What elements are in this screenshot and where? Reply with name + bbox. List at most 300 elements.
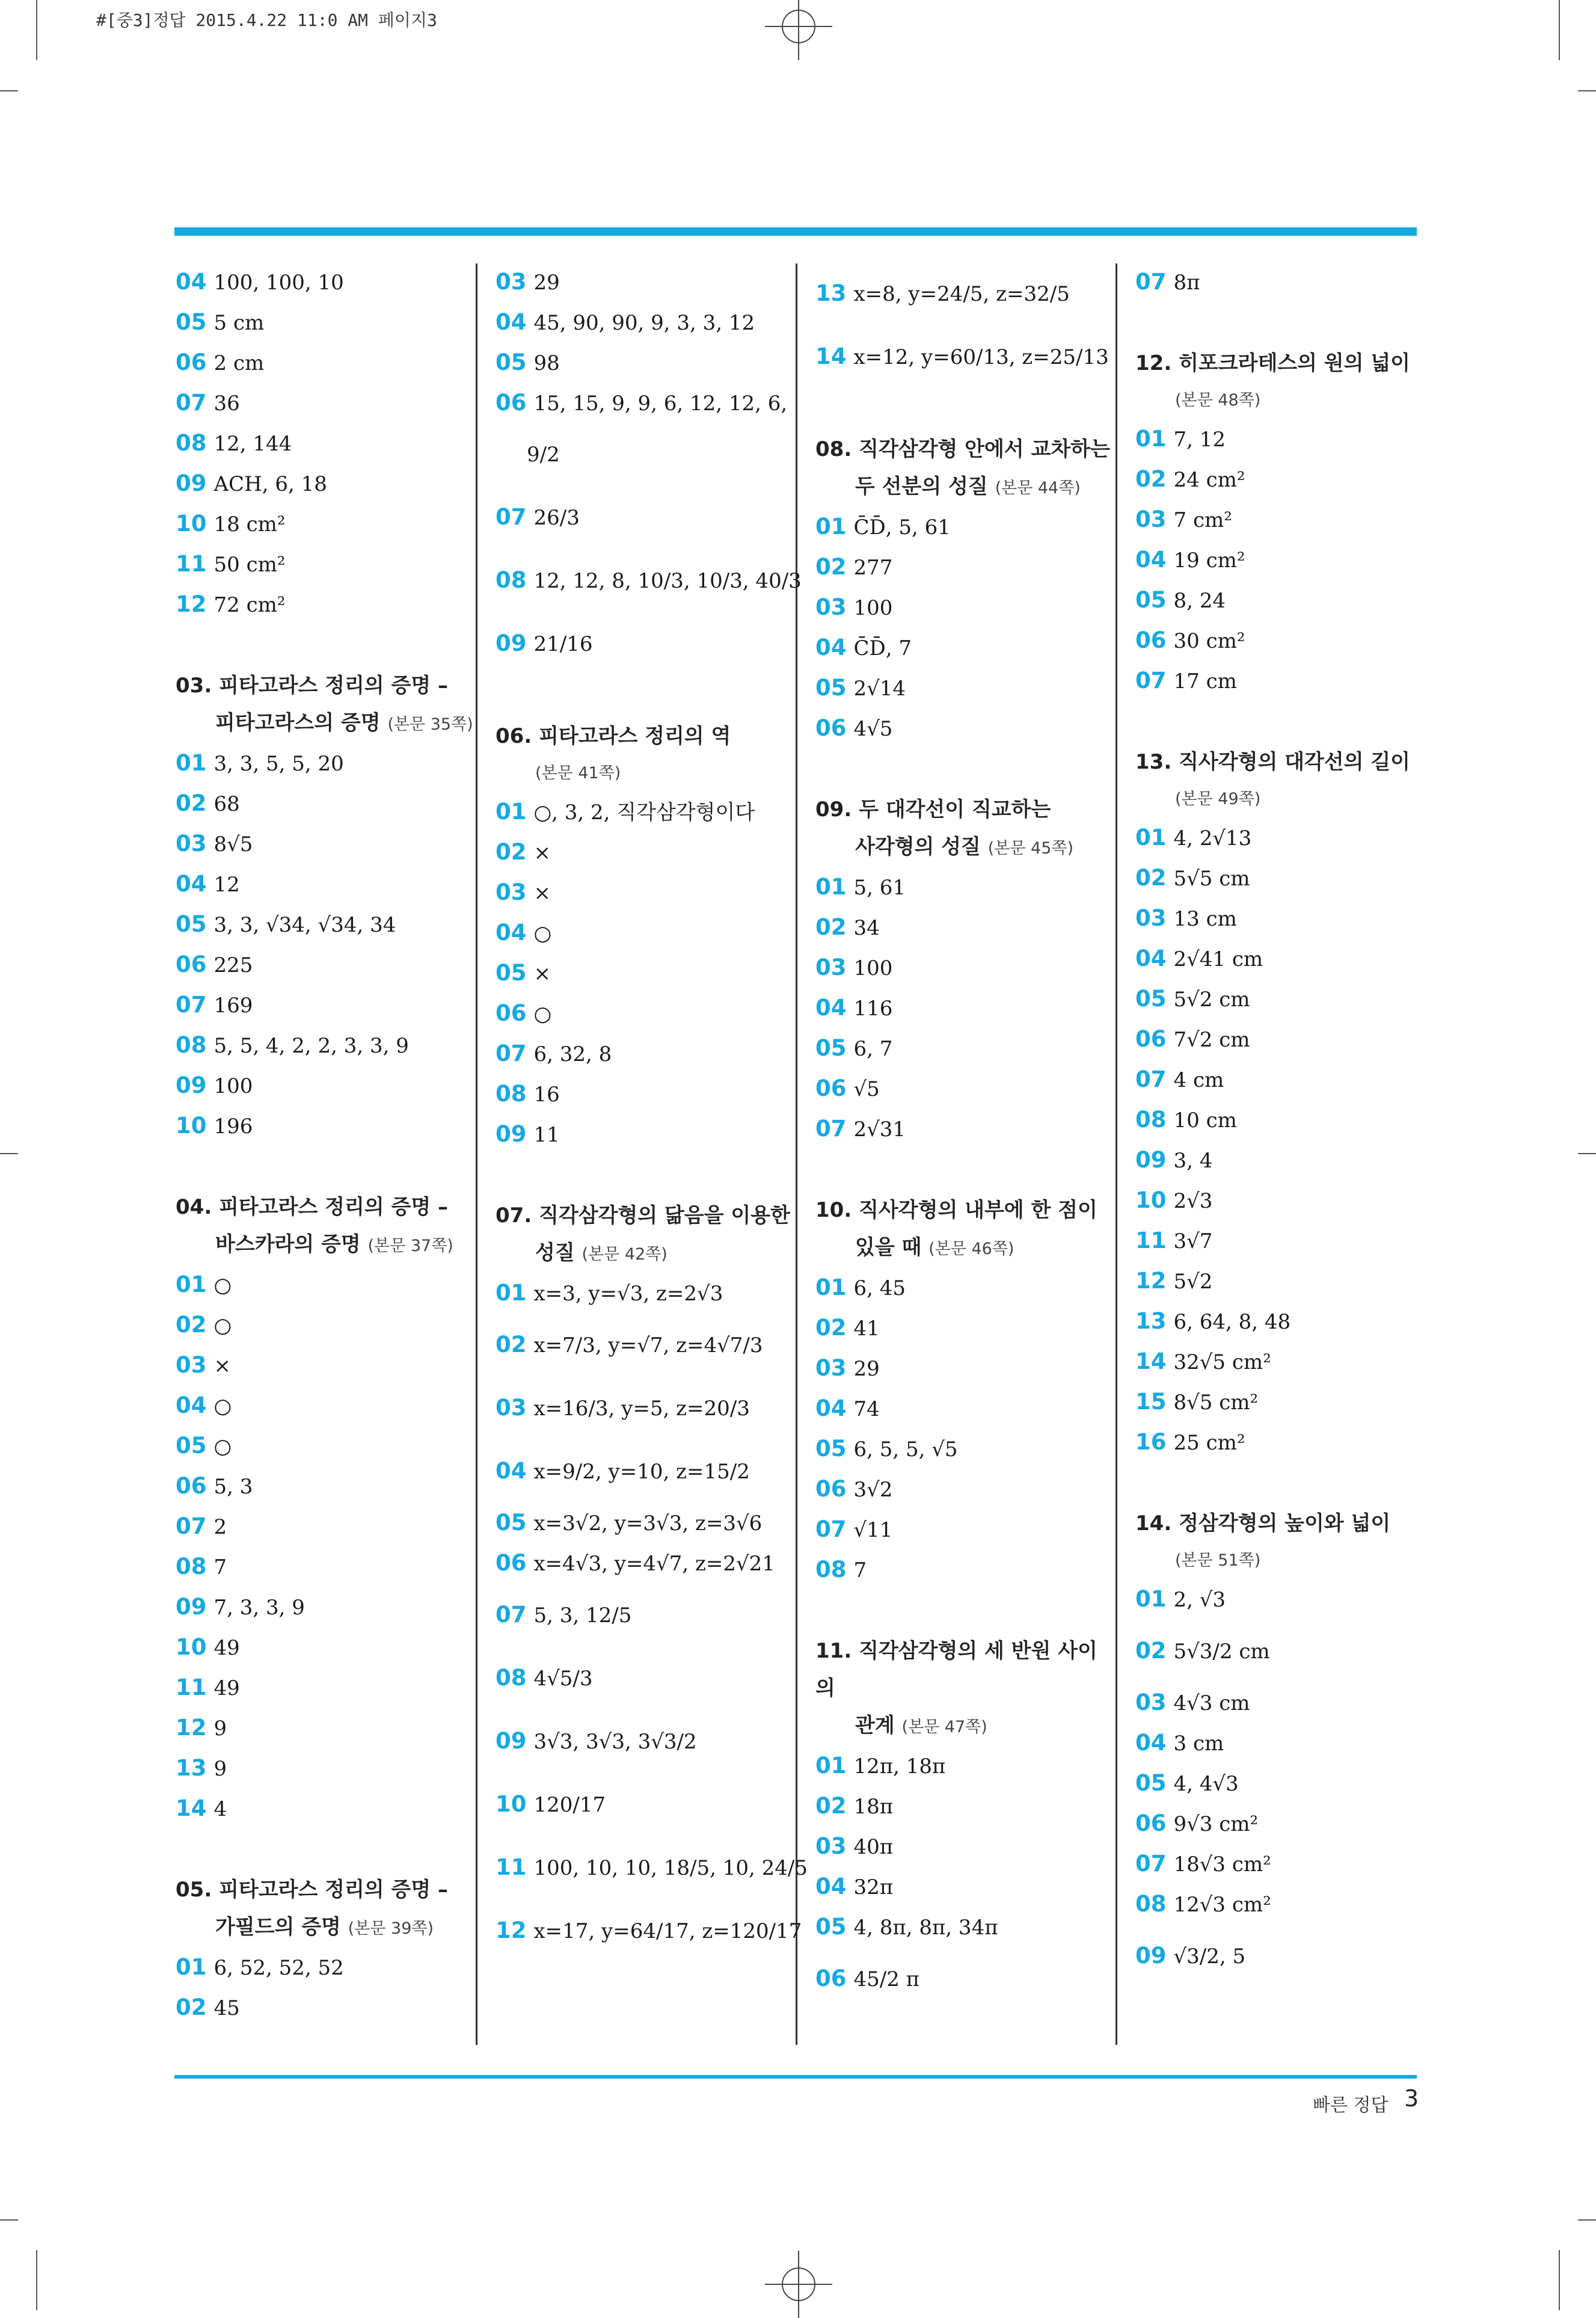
answer-item (1135, 500, 1436, 540)
footer-label: 빠른 정답 (1313, 2095, 1389, 2116)
answer-item (176, 1789, 476, 1829)
section-heading (1135, 743, 1436, 818)
answer-item (496, 383, 796, 423)
answer-item (496, 994, 796, 1034)
section-heading (815, 1191, 1116, 1268)
answer-number: 07 (815, 1116, 847, 1142)
answer-text: 100 (213, 1074, 253, 1098)
answer-number: 08 (1135, 1891, 1167, 1917)
answer-text: x=3, y=√3, z=2√3 (533, 1282, 723, 1306)
section-title-line2: 바스카라의 증명 (215, 1232, 361, 1256)
answer-item (176, 1587, 476, 1628)
answer-item (1135, 1723, 1436, 1763)
answer-number: 05 (815, 675, 847, 701)
answer-number: 01 (176, 1271, 207, 1297)
answer-number: 07 (176, 992, 207, 1018)
answer-item (496, 303, 796, 343)
answer-text: 16 (533, 1083, 560, 1107)
answer-item (496, 549, 802, 612)
answer-item (815, 867, 1116, 908)
answer-number: 14 (1135, 1348, 1167, 1374)
section-title: 06. 피타고라스 정리의 역 (496, 724, 731, 748)
answer-item (815, 1028, 1116, 1069)
header-rule (174, 227, 1417, 236)
answer-item (496, 953, 796, 994)
answer-number: 11 (496, 1854, 527, 1880)
answer-item (815, 628, 1116, 668)
section-title-line2: 피타고라스의 증명 (215, 711, 381, 735)
answer-number: 10 (1135, 1187, 1167, 1213)
section-title: 04. 피타고라스 정리의 증명 – (176, 1195, 449, 1219)
answer-text: 5√2 cm (1173, 988, 1250, 1012)
answer-number: 04 (496, 920, 527, 945)
answer-item (176, 1628, 476, 1668)
answer-text: 4√5 (853, 717, 893, 741)
answer-item (176, 544, 476, 585)
answer-number: 08 (176, 1032, 207, 1058)
page-reference: (본문 51쪽) (1175, 1551, 1261, 1570)
answer-text: 21/16 (533, 632, 593, 656)
answer-text: 41 (853, 1317, 880, 1341)
answer-item (496, 1377, 796, 1440)
answer-number: 09 (496, 1121, 527, 1147)
answer-number: 06 (176, 349, 207, 375)
answer-number: 01 (496, 1280, 527, 1306)
answer-item (496, 1034, 796, 1074)
answer-item (496, 913, 796, 953)
answer-number: 02 (815, 554, 847, 580)
answer-item (176, 1265, 476, 1305)
answer-item (815, 262, 1116, 325)
answer-number: 13 (815, 280, 847, 306)
answer-column-1 (176, 262, 476, 2028)
answer-number: 04 (496, 309, 527, 335)
answer-text: 2 (213, 1515, 227, 1539)
answer-text: 4, 4√3 (1173, 1772, 1239, 1796)
answer-number: 02 (496, 1332, 527, 1357)
answer-number: 04 (176, 269, 207, 295)
answer-item (496, 832, 796, 873)
page-reference: (본문 48쪽) (1175, 391, 1261, 410)
answer-text: 45/2 π (853, 1967, 920, 1991)
crop-mark (0, 90, 18, 91)
answer-number: 08 (496, 1081, 527, 1107)
answer-number: 03 (815, 594, 847, 620)
answer-number: 07 (1135, 269, 1167, 295)
answer-item (176, 1466, 476, 1507)
section-heading (815, 1632, 1116, 1746)
page-reference: (본문 49쪽) (1175, 790, 1261, 808)
answer-text: 11 (533, 1123, 560, 1147)
answer-number: 03 (815, 1833, 847, 1859)
answer-item (496, 1710, 796, 1773)
answer-number: 05 (496, 349, 527, 375)
answer-number: 13 (176, 1755, 207, 1781)
answer-text: 5, 3 (213, 1475, 253, 1499)
answer-text: x=12, y=60/13, z=25/13 (853, 345, 1109, 369)
answer-item (176, 423, 476, 464)
answer-text: 2, √3 (1173, 1588, 1226, 1612)
answer-text: 18 cm² (213, 512, 286, 536)
answer-text: 7 (213, 1555, 227, 1579)
answer-text: x=17, y=64/17, z=120/17 (533, 1919, 802, 1943)
answer-number: 08 (176, 430, 207, 456)
answer-text: 50 cm² (213, 553, 286, 577)
section-heading (176, 1871, 476, 1948)
answer-text: 34 (853, 916, 880, 940)
answer-number: 06 (176, 951, 207, 977)
answer-item (1135, 460, 1436, 500)
answer-number: 01 (496, 799, 527, 825)
answer-number: 01 (815, 1753, 847, 1778)
answer-number: 06 (815, 715, 847, 741)
section-title: 12. 히포크라테스의 원의 넓이 (1135, 351, 1411, 375)
section-title-line2: 관계 (855, 1714, 895, 1738)
answer-number: 06 (176, 1473, 207, 1499)
answer-number: 03 (1135, 506, 1167, 532)
answer-number: 03 (496, 879, 527, 905)
answer-text: 9/2 (527, 443, 560, 467)
answer-text: 9√3 cm² (1173, 1812, 1259, 1836)
answer-number: 02 (496, 839, 527, 865)
answer-item (1135, 1382, 1436, 1422)
answer-item (1135, 262, 1436, 303)
answer-number: 10 (176, 511, 207, 536)
section-title-line2: 사각형의 성질 (855, 835, 981, 859)
answer-number: 05 (815, 1914, 847, 1940)
answer-number: 02 (176, 1994, 207, 2020)
answer-text: 169 (213, 994, 253, 1018)
answer-item (496, 612, 796, 675)
answer-number: 13 (1135, 1308, 1167, 1334)
answer-text: 6, 52, 52, 52 (213, 1956, 344, 1980)
crop-mark (0, 2219, 18, 2221)
answer-column-3 (815, 262, 1116, 2011)
registration-mark (782, 10, 815, 43)
answer-text: 45 (213, 1996, 240, 2020)
section-heading (176, 667, 476, 743)
answer-number: 09 (1135, 1147, 1167, 1173)
answer-text: 2√41 cm (1173, 947, 1263, 971)
answer-number: 03 (1135, 1689, 1167, 1715)
answer-item (1135, 1884, 1436, 1925)
answer-item (176, 985, 476, 1025)
answer-item (176, 743, 476, 784)
answer-text: 100 (853, 596, 893, 620)
answer-item (815, 1550, 1116, 1590)
answer-text: 3√7 (1173, 1229, 1213, 1253)
page-reference: (본문 42쪽) (582, 1245, 668, 1264)
answer-text: C̄D̄, 5, 61 (853, 515, 951, 540)
answer-item (496, 262, 796, 303)
answer-text: ○ (533, 921, 552, 945)
answer-column-4 (1135, 262, 1436, 1988)
answer-item (176, 1547, 476, 1587)
answer-text: 2√14 (853, 677, 906, 701)
answer-item (815, 1348, 1116, 1389)
answer-text: 6, 45 (853, 1276, 906, 1300)
answer-item (1135, 419, 1436, 460)
answer-item (176, 905, 476, 945)
answer-item (815, 1429, 1116, 1469)
answer-text: 36 (213, 392, 240, 416)
answer-text: 3√3, 3√3, 3√3/2 (533, 1730, 697, 1754)
answer-item (1135, 1844, 1436, 1884)
answer-text: 13 cm (1173, 907, 1237, 931)
answer-text: ○ (213, 1394, 232, 1418)
crop-mark (1578, 90, 1596, 91)
crop-mark (1559, 0, 1560, 60)
answer-item (176, 464, 476, 504)
answer-number: 09 (176, 1072, 207, 1098)
answer-text: 5, 5, 4, 2, 2, 3, 3, 9 (213, 1034, 409, 1058)
answer-text: 277 (853, 556, 893, 580)
answer-item (815, 1867, 1116, 1907)
section-heading (815, 431, 1116, 507)
answer-number: 07 (176, 1513, 207, 1539)
section-title-continued (815, 1229, 1116, 1268)
answer-item (176, 504, 476, 544)
answer-item (815, 547, 1116, 588)
answer-text: 5, 3, 12/5 (533, 1603, 632, 1628)
answer-text: 2 cm (213, 351, 265, 375)
section-title: 07. 직각삼각형의 닮음을 이용한 (496, 1204, 790, 1228)
answer-text: 4√3 cm (1173, 1691, 1250, 1715)
page-reference: (본문 44쪽) (995, 479, 1081, 497)
answer-item (815, 908, 1116, 948)
answer-item (176, 262, 476, 303)
answer-number: 02 (1135, 1638, 1167, 1664)
answer-number: 04 (176, 871, 207, 897)
answer-item (1135, 1100, 1436, 1140)
answer-number: 07 (1135, 1851, 1167, 1877)
answer-item (1135, 979, 1436, 1019)
answer-item (815, 1746, 1116, 1786)
answer-item (176, 1066, 476, 1106)
answer-number: 05 (176, 911, 207, 937)
answer-item (496, 343, 796, 383)
answer-number: 02 (815, 914, 847, 940)
page-reference: (본문 46쪽) (928, 1240, 1014, 1258)
answer-text: 29 (853, 1357, 880, 1381)
answer-item (1135, 661, 1436, 701)
answer-text: 32√5 cm² (1173, 1350, 1271, 1374)
answer-item (815, 1786, 1116, 1827)
answer-number: 04 (176, 1392, 207, 1418)
answer-text: 49 (213, 1636, 240, 1660)
answer-number: 06 (815, 1476, 847, 1502)
answer-number: 04 (815, 1874, 847, 1899)
answer-number: 01 (1135, 426, 1167, 452)
answer-item (815, 507, 1116, 547)
answer-text: x=3√2, y=3√3, z=3√6 (533, 1511, 763, 1536)
answer-text: 9 (213, 1757, 227, 1781)
answer-number: 06 (1135, 627, 1167, 653)
answer-item (496, 1543, 796, 1584)
answer-text: 49 (213, 1676, 240, 1700)
answer-number: 01 (815, 514, 847, 540)
answer-text: 5 cm (213, 311, 265, 335)
answer-number: 05 (1135, 986, 1167, 1012)
answer-number: 08 (496, 567, 527, 593)
answer-text: 5√3/2 cm (1173, 1640, 1270, 1664)
answer-text: √11 (853, 1518, 893, 1542)
answer-text: 4, 8π, 8π, 34π (853, 1916, 998, 1940)
answer-item (176, 864, 476, 905)
answer-text: ○ (533, 1002, 552, 1026)
answer-number: 09 (496, 1728, 527, 1754)
section-title: 11. 직각삼각형의 세 반원 사이의 (815, 1639, 1097, 1700)
answer-number: 04 (815, 995, 847, 1021)
answer-number: 05 (176, 1433, 207, 1459)
answer-item (1135, 1019, 1436, 1060)
answer-item (1135, 1683, 1436, 1723)
section-heading (815, 791, 1116, 867)
answer-item (176, 303, 476, 343)
answer-text: √5 (853, 1077, 880, 1101)
answer-item (1135, 1804, 1436, 1844)
answer-number: 01 (176, 750, 207, 776)
answer-item (1135, 899, 1436, 939)
answer-item (815, 1268, 1116, 1308)
answer-item (176, 383, 476, 423)
answer-text: × (533, 841, 551, 865)
crop-mark (36, 0, 37, 60)
answer-text: 74 (853, 1397, 880, 1421)
answer-number: 05 (1135, 587, 1167, 613)
answer-number: 04 (815, 635, 847, 660)
page-reference: (본문 39쪽) (348, 1919, 434, 1938)
answer-text: ACH, 6, 18 (213, 472, 327, 496)
answer-item (176, 1748, 476, 1789)
answer-text: 12π, 18π (853, 1754, 946, 1778)
section-title-continued (176, 1226, 476, 1265)
answer-item (815, 1948, 1116, 2011)
answer-item (1135, 580, 1436, 621)
answer-item (815, 948, 1116, 988)
answer-text: 196 (213, 1114, 253, 1139)
answer-number: 05 (496, 960, 527, 986)
answer-text: 120/17 (533, 1793, 606, 1817)
answer-number: 05 (496, 1510, 527, 1536)
answer-text: 2√31 (853, 1117, 906, 1142)
answer-item (496, 486, 796, 549)
answer-item (176, 1345, 476, 1386)
answer-number: 03 (176, 831, 207, 856)
answer-text: x=8, y=24/5, z=32/5 (853, 282, 1070, 306)
answer-text: 100, 10, 10, 18/5, 10, 24/5 (533, 1856, 808, 1880)
answer-item (496, 1773, 796, 1836)
section-heading (496, 1197, 796, 1273)
page-reference: (본문 45쪽) (987, 839, 1074, 858)
answer-item (496, 1074, 796, 1114)
answer-number: 09 (1135, 1943, 1167, 1969)
answer-text: 8π (1173, 271, 1200, 295)
answer-number: 06 (496, 390, 527, 416)
answer-text: 7√2 cm (1173, 1028, 1250, 1052)
answer-number: 10 (176, 1113, 207, 1139)
answer-text: 17 cm (1173, 669, 1237, 693)
answer-item (496, 1440, 796, 1503)
answer-text: ○ (213, 1434, 232, 1459)
answer-item (176, 585, 476, 625)
section-title: 14. 정삼각형의 높이와 넓이 (1135, 1511, 1391, 1536)
answer-item (1135, 540, 1436, 580)
answer-item (1135, 1140, 1436, 1181)
section-title-line2: 있을 때 (855, 1235, 922, 1259)
answer-number: 14 (815, 343, 847, 369)
answer-number: 04 (496, 1458, 527, 1484)
answer-text: 45, 90, 90, 9, 3, 3, 12 (533, 311, 755, 335)
answer-item (496, 1899, 802, 1963)
answer-number: 03 (815, 1355, 847, 1381)
answer-text: 100, 100, 10 (213, 271, 344, 295)
answer-text: 18√3 cm² (1173, 1852, 1271, 1877)
answer-text: 29 (533, 271, 560, 295)
answer-text: 3, 3, √34, √34, 34 (213, 913, 396, 937)
answer-text: 8√5 cm² (1173, 1391, 1259, 1415)
answer-item (176, 1025, 476, 1066)
answer-item (1135, 1763, 1436, 1804)
answer-number: 14 (176, 1795, 207, 1821)
page-reference: (본문 37쪽) (367, 1237, 453, 1255)
answer-number: 02 (815, 1315, 847, 1341)
answer-number: 12 (176, 591, 207, 617)
answer-text: 6, 5, 5, √5 (853, 1437, 958, 1462)
section-heading (1135, 345, 1436, 419)
print-slug: #[중3]정답 2015.4.22 11:0 AM 페이지3 (96, 10, 437, 30)
answer-item (1135, 1925, 1436, 1988)
answer-text: 19 cm² (1173, 549, 1245, 573)
answer-item (496, 792, 796, 832)
answer-item (176, 1106, 476, 1146)
answer-item (176, 1305, 476, 1345)
answer-number: 06 (815, 1966, 847, 1991)
answer-column-2 (496, 262, 808, 1963)
answer-item (815, 1389, 1116, 1429)
section-title-continued (496, 1234, 796, 1273)
answer-text: 116 (853, 997, 893, 1021)
answer-item (815, 988, 1116, 1028)
answer-number: 02 (1135, 865, 1167, 891)
answer-number: 03 (496, 1395, 527, 1421)
answer-text: 15, 15, 9, 9, 6, 12, 12, 6, (533, 392, 788, 416)
answer-text: 32π (853, 1875, 894, 1899)
answer-number: 15 (1135, 1389, 1167, 1415)
answer-item (815, 668, 1116, 709)
answer-number: 08 (176, 1554, 207, 1579)
answer-number: 02 (815, 1793, 847, 1819)
answer-number: 04 (1135, 945, 1167, 971)
answer-number: 07 (176, 390, 207, 416)
section-heading (1135, 1505, 1436, 1579)
answer-text: x=4√3, y=4√7, z=2√21 (533, 1552, 775, 1576)
answer-text: 12 (213, 873, 240, 897)
page-number: 3 (1404, 2085, 1419, 2112)
answer-text: 6, 64, 8, 48 (1173, 1310, 1291, 1334)
answer-text: 24 cm² (1173, 468, 1245, 492)
answer-number: 10 (176, 1634, 207, 1660)
answer-number: 07 (815, 1516, 847, 1542)
section-title-line2: 성질 (535, 1241, 575, 1265)
section-title-line2: 가필드의 증명 (215, 1915, 341, 1939)
answer-text: 12, 144 (213, 432, 292, 456)
answer-text: 3 cm (1173, 1732, 1224, 1756)
section-title-continued (815, 828, 1116, 867)
answer-text: 8√5 (213, 832, 253, 856)
answer-item (1135, 858, 1436, 899)
answer-item (176, 343, 476, 383)
